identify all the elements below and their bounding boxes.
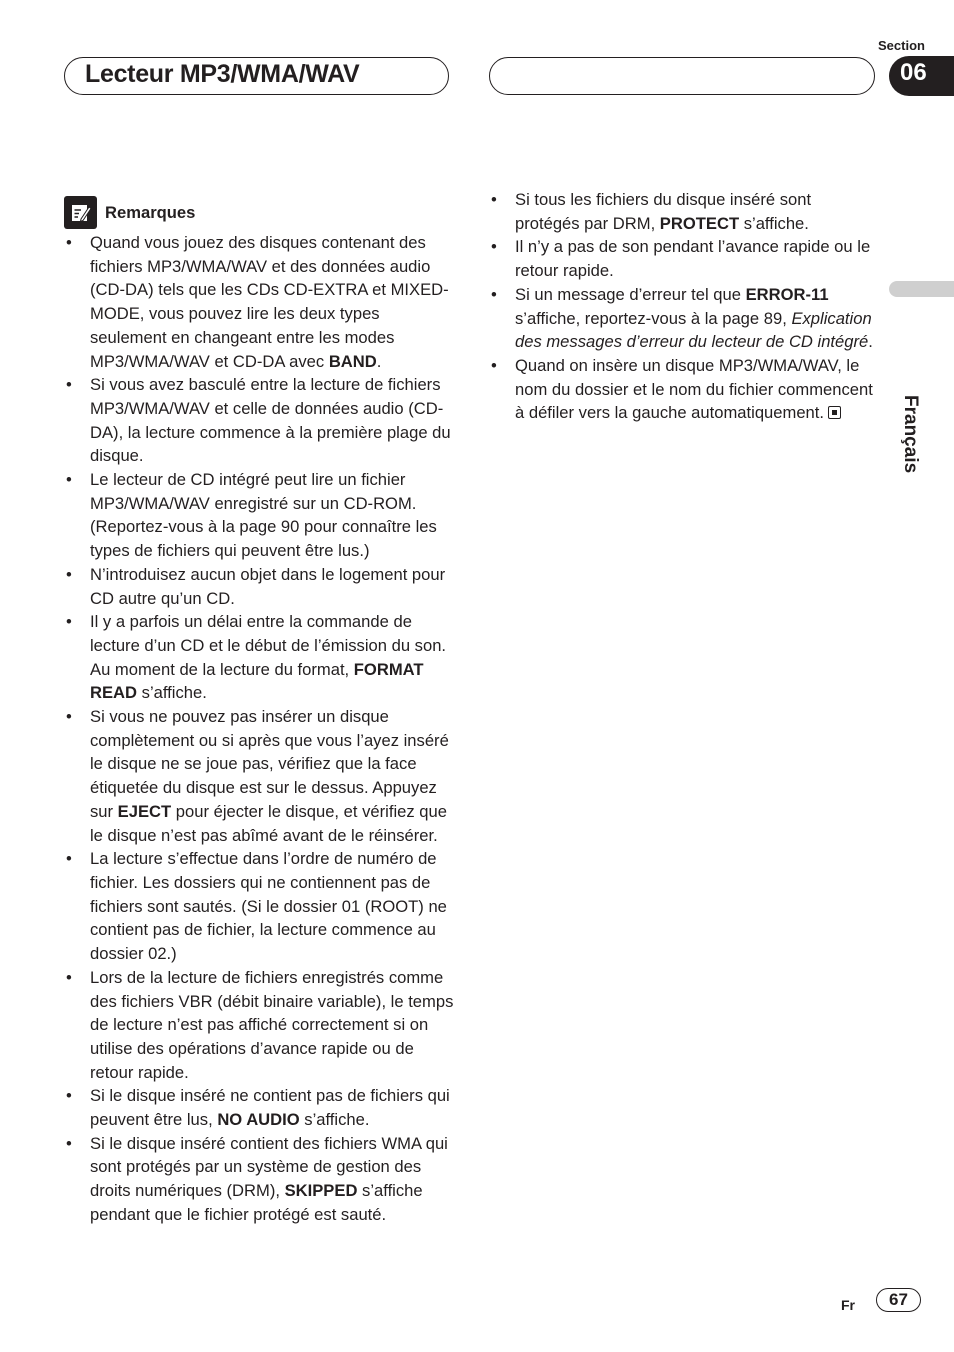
note-item [64, 468, 454, 563]
item-text: N’introduisez aucun objet dans le logement pour CD autre qu’un CD. [90, 564, 446, 608]
section-label: Section [878, 38, 925, 53]
item-text: pour éjecter le disque, et vérifiez que le disque n’est pas abîmé avant de le réinsérer. [90, 801, 447, 845]
item-text: s’affiche, reportez-vous à la page 89, [515, 308, 792, 328]
display-term: PROTECT [659, 213, 740, 233]
display-term: ERROR-11 [745, 284, 829, 304]
chapter-title-box [64, 57, 449, 95]
page-number: 67 [876, 1288, 921, 1312]
note-item [64, 610, 454, 705]
note-item [489, 354, 879, 425]
item-text: Si le disque inséré contient des fichiers WMA qui sont protégés par un système de gestion des droits numériques (DRM), [90, 1133, 448, 1201]
item-text: Si un message d’erreur tel que [515, 284, 746, 304]
notes-list-left [64, 231, 454, 1227]
notes-list-right [489, 188, 879, 425]
note-item [64, 231, 454, 373]
display-term: SKIPPED [284, 1181, 358, 1201]
language-tab-bar [889, 281, 954, 297]
chapter-title: Lecteur MP3/WMA/WAV [85, 60, 360, 88]
item-text: Si vous avez basculé entre la lecture de fichiers MP3/WMA/WAV et celle de données audio (CD-DA), la lecture commence à la première plage du disque. [90, 375, 451, 466]
section-number-badge: 06 [889, 56, 954, 96]
item-text: s’affiche. [299, 1110, 370, 1130]
end-of-section-icon [828, 406, 841, 419]
pencil-note-icon [64, 196, 97, 229]
right-column [489, 188, 879, 425]
note-item [64, 966, 454, 1085]
display-term: EJECT [117, 801, 172, 821]
display-term: NO AUDIO [217, 1110, 300, 1130]
item-text: Si le disque inséré ne contient pas de fichiers qui peuvent être lus, [90, 1086, 450, 1130]
display-term: FORMAT READ [90, 659, 424, 703]
item-text: . [376, 351, 382, 371]
note-item [64, 1084, 454, 1131]
footer-language-code: Fr [841, 1297, 855, 1313]
note-item [489, 283, 879, 354]
item-text: Quand on insère un disque MP3/WMA/WAV, le nom du dossier et le nom du fichier commencent à défiler vers la gauche automatiquement. [515, 355, 873, 423]
item-text: Lors de la lecture de fichiers enregistrés comme des fichiers VBR (débit binaire variable), le temps de lecture n’est pas affiché correctement si on utilise des opérations d’avance rapide ou de retour rapide. [90, 967, 454, 1082]
note-item [64, 563, 454, 610]
item-text: s’affiche. [739, 213, 809, 233]
item-text: Quand vous jouez des disques contenant des fichiers MP3/WMA/WAV et des données audio (CD-DA) tels que les CDs CD-EXTRA et MIXED-MODE, vous pouvez lire les deux types seulement en changeant entre les modes MP3/WMA/WAV et CD-DA avec [90, 233, 449, 371]
note-item [64, 373, 454, 468]
item-text: s’affiche pendant que le fichier protégé est sauté. [90, 1181, 423, 1224]
item-text: s’affiche. [137, 683, 207, 703]
item-text: La lecture s’effectue dans l’ordre de numéro de fichier. Les dossiers qui ne contiennent pas de fichiers sont sautés. (Si le dossier 01 (ROOT) ne contient pas de fichier, la lecture commence au dossier 02.) [90, 849, 447, 964]
note-item [64, 847, 454, 966]
item-text: Il n’y a pas de son pendant l’avance rapide ou le retour rapide. [515, 237, 871, 281]
item-text: Il y a parfois un délai entre la commande de lecture d’un CD et le début de l’émission du son. Au moment de la lecture du format, [90, 612, 447, 679]
item-text: Le lecteur de CD intégré peut lire un fichier MP3/WMA/WAV enregistré sur un CD-ROM. (Reportez-vous à la page 90 pour connaître les types de fichiers qui peuvent être lus.) [90, 470, 437, 561]
note-item [64, 1132, 454, 1227]
item-text: . [868, 332, 873, 352]
item-text: Si tous les fichiers du disque inséré sont protégés par DRM, [515, 190, 812, 233]
item-text: Si vous ne pouvez pas insérer un disque complètement ou si après que vous l’ayez inséré le disque ne se joue pas, vérifiez que la face étiquetée du disque est sur le dessus. Appuyez sur [90, 707, 449, 821]
left-column [64, 196, 454, 1227]
display-term: BAND [328, 351, 377, 371]
italic-reference: Explication des messages d’erreur du lecteur de CD intégré [515, 308, 872, 352]
notes-heading [64, 196, 454, 229]
notes-title: Remarques [105, 202, 196, 222]
note-item [64, 705, 454, 847]
note-item [489, 188, 879, 235]
note-item [489, 235, 879, 282]
language-tab-label: Français [900, 395, 921, 474]
header-blank-box [489, 57, 875, 95]
